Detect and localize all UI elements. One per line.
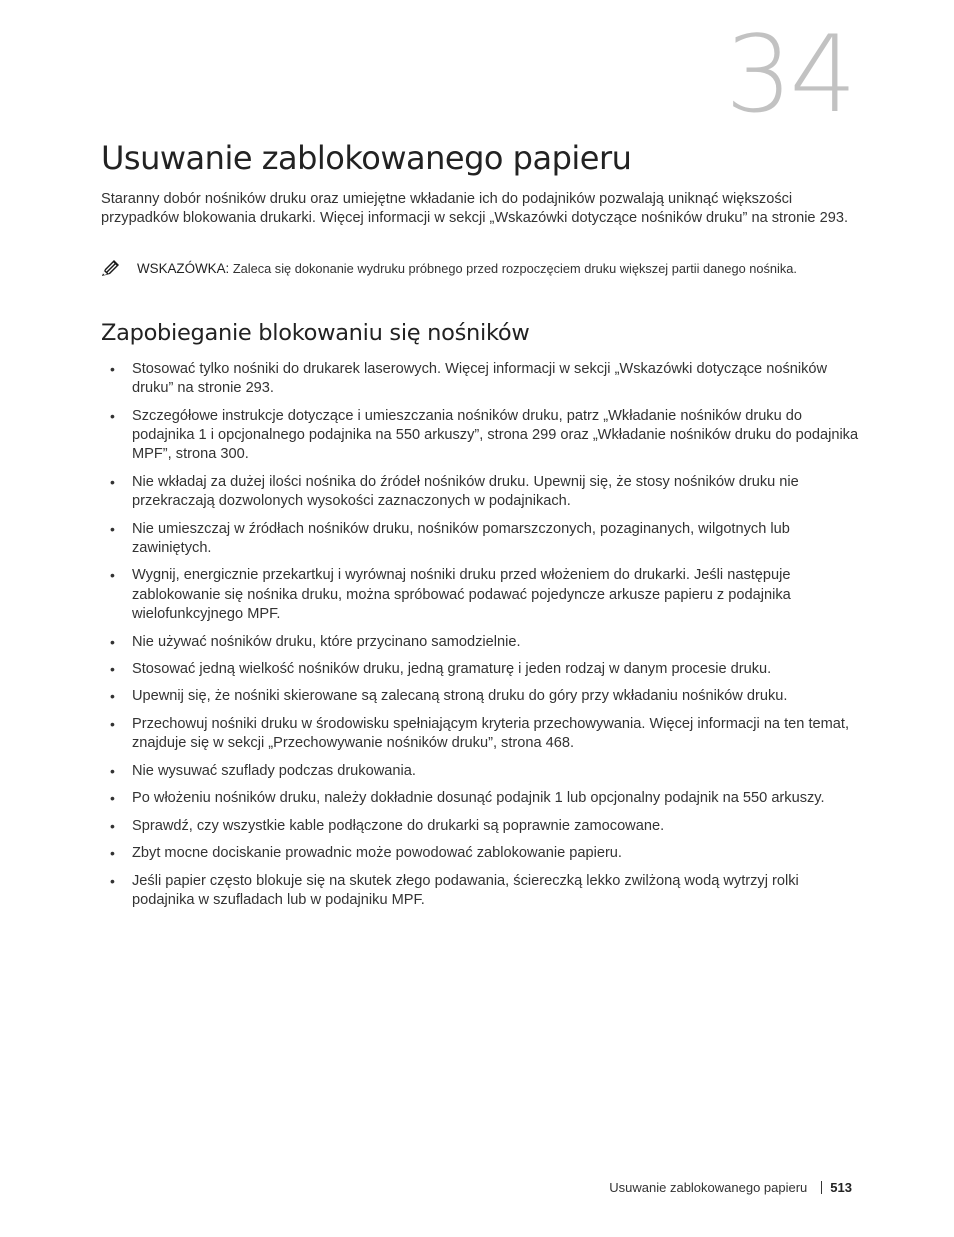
bullet-icon: • — [110, 762, 115, 779]
list-item-text: Nie używać nośników druku, które przycinano samodzielnie. — [132, 633, 521, 650]
list-item-text: Zbyt mocne dociskanie prowadnic może powodować zablokowanie papieru. — [132, 845, 622, 862]
chapter-number: 34 — [725, 13, 854, 136]
bullet-icon: • — [110, 520, 115, 537]
bullet-icon: • — [110, 633, 115, 650]
list-item-text: Wygnij, energicznie przekartkuj i wyrównaj nośniki druku przed włożeniem do drukarki. Jeśli następuje zablokowanie się nośnika druku, można spróbować podawać pojedyncze arkusze papieru z podajnika wielofunkcyjnego MPF. — [132, 567, 791, 623]
bullet-icon: • — [110, 688, 115, 705]
list-item — [101, 660, 861, 679]
bullet-icon: • — [110, 790, 115, 807]
page-number: 513 — [830, 1180, 852, 1195]
list-item — [101, 872, 861, 911]
list-item — [101, 407, 861, 465]
list-item — [101, 817, 861, 836]
page-title: Usuwanie zablokowanego papieru — [101, 139, 632, 177]
bullet-icon: • — [110, 872, 115, 889]
list-item — [101, 687, 861, 706]
bullet-icon: • — [110, 660, 115, 677]
bullet-icon: • — [110, 567, 115, 584]
list-item — [101, 360, 861, 399]
footer-running-title: Usuwanie zablokowanego papieru — [609, 1180, 808, 1195]
section-title: Zapobieganie blokowaniu się nośników — [101, 320, 530, 346]
prevention-list — [101, 360, 861, 918]
list-item — [101, 715, 861, 754]
list-item-text: Szczegółowe instrukcje dotyczące i umieszczania nośników druku, patrz „Wkładanie nośników druku do podajnika 1 i opcjonalnego podajnika na 550 arkuszy”, strona 299 oraz „Wkładanie nośników druku do podajnika MPF”, strona 300. — [132, 407, 859, 463]
note-label: WSKAZÓWKA: — [137, 261, 230, 276]
bullet-icon: • — [110, 361, 115, 377]
list-item-text: Stosować jedną wielkość nośników druku, jedną gramaturę i jeden rodzaj w danym procesie druku. — [132, 660, 772, 677]
note-pencil-icon — [101, 258, 121, 283]
bullet-icon: • — [110, 473, 115, 490]
list-item — [101, 844, 861, 863]
list-item — [101, 473, 861, 512]
list-item-text: Nie wysuwać szuflady podczas drukowania. — [132, 762, 416, 779]
list-item — [101, 762, 861, 781]
bullet-icon: • — [110, 817, 115, 834]
bullet-icon: • — [110, 715, 115, 732]
footer-divider — [821, 1181, 822, 1194]
list-item — [101, 789, 861, 808]
list-item-text: Nie wkładaj za dużej ilości nośnika do źródeł nośników druku. Upewnij się, że stosy nośników druku nie przekraczają dozwolonych wysokości zaznaczonych w podajnikach. — [132, 473, 799, 510]
list-item-text: Po włożeniu nośników druku, należy dokładnie dosunąć podajnik 1 lub opcjonalny podajnik na 550 arkuszy. — [132, 790, 825, 807]
list-item-text: Stosować tylko nośniki do drukarek laserowych. Więcej informacji w sekcji „Wskazówki dotyczące nośników druku” na stronie 293. — [132, 361, 828, 397]
list-item — [101, 633, 861, 652]
list-item-text: Przechowuj nośniki druku w środowisku spełniającym kryteria przechowywania. Więcej informacji na ten temat, znajduje się w sekcji „Przechowywanie nośników druku”, strona 468. — [132, 715, 850, 752]
note-body: Zaleca się dokonanie wydruku próbnego przed rozpoczęciem druku większej partii danego nośnika. — [232, 261, 797, 276]
list-item-text: Upewnij się, że nośniki skierowane są zalecaną stroną druku do góry przy wkładaniu nośników druku. — [132, 688, 788, 705]
bullet-icon: • — [110, 407, 115, 424]
list-item — [101, 520, 861, 559]
bullet-icon: • — [110, 845, 115, 862]
list-item-text: Nie umieszczaj w źródłach nośników druku, nośników pomarszczonych, pozaginanych, wilgotnych lub zawiniętych. — [132, 520, 790, 556]
list-item-text: Jeśli papier często blokuje się na skutek złego podawania, ściereczką lekko zwilżoną wodą wytrzyj rolki podajnika w szufladach lub w podajniku MPF. — [132, 872, 799, 908]
note-text — [137, 260, 857, 278]
list-item — [101, 566, 861, 624]
intro-paragraph: Staranny dobór nośników druku oraz umiejętne wkładanie ich do podajników pozwalają uniknąć większości przypadków blokowania drukarki. Więcej informacji w sekcji „Wskazówki dotyczące nośników druku” na stronie 293. — [101, 191, 849, 227]
list-item-text: Sprawdź, czy wszystkie kable podłączone do drukarki są poprawnie zamocowane. — [132, 817, 665, 834]
page-footer — [609, 1180, 852, 1195]
